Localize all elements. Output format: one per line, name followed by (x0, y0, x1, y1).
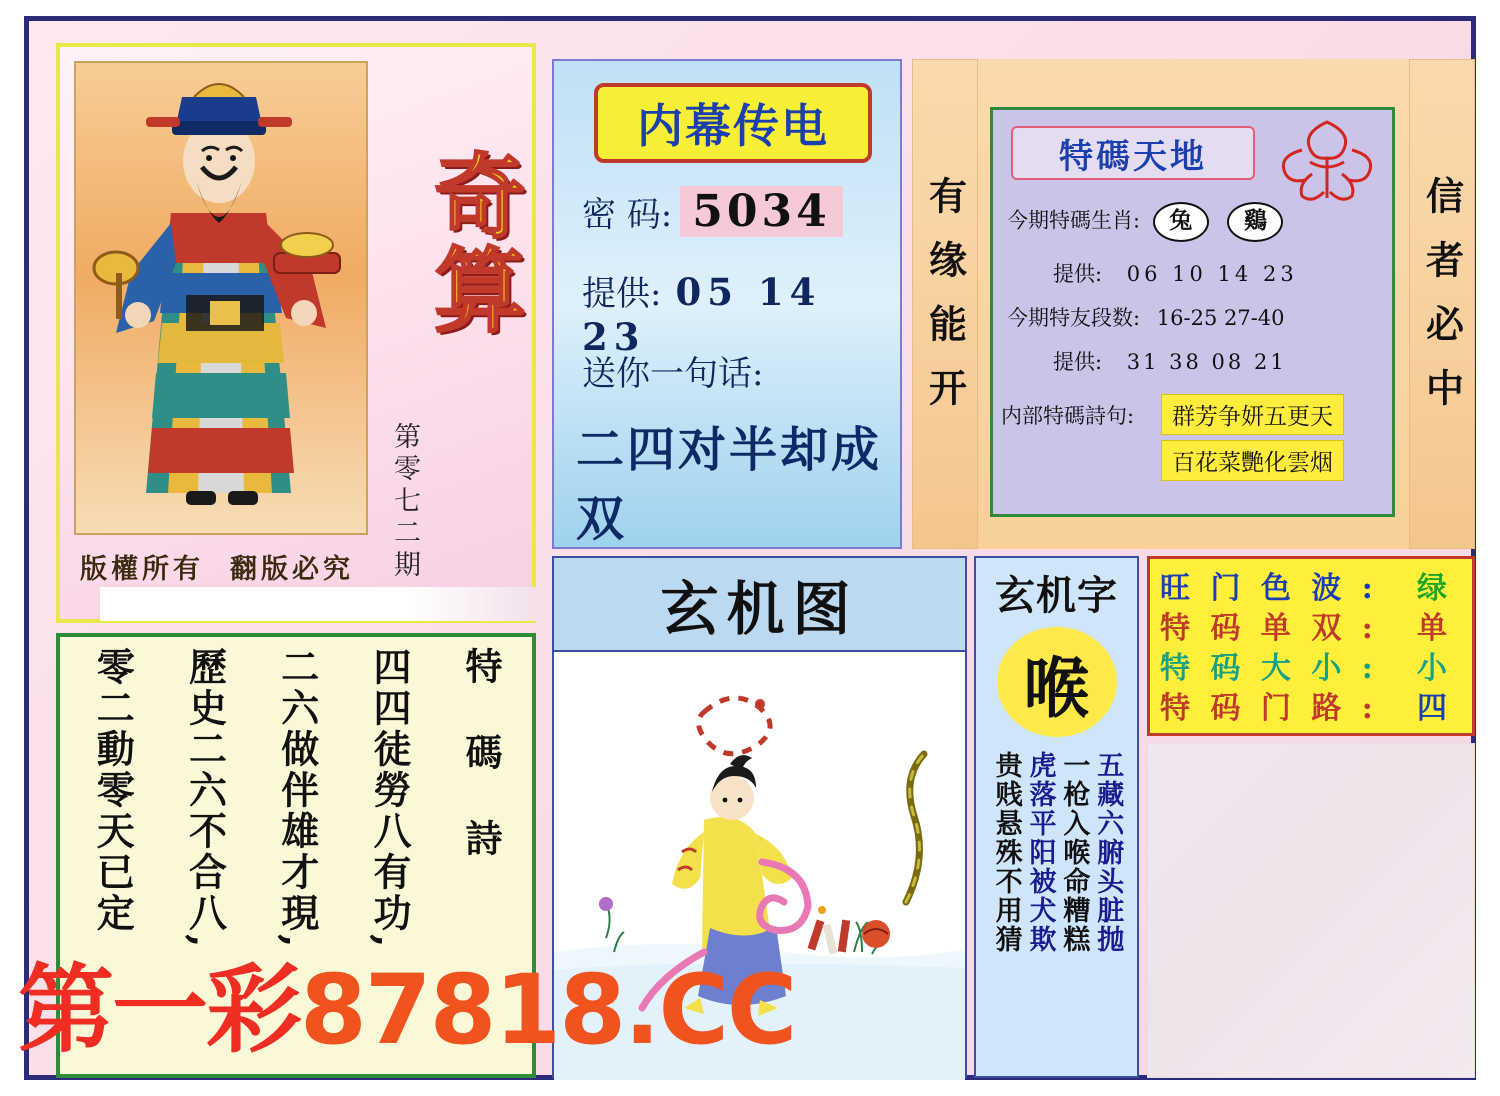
watermark-brand: 第一彩 (18, 954, 300, 1066)
wang-label-0: 旺 门 色 波 : (1160, 571, 1378, 606)
table-row (1160, 685, 1462, 725)
xuanji-zi-columns (976, 751, 1137, 954)
poem-column-4: 零二動零天已定 (90, 647, 136, 934)
wang-label-1: 特 码 单 双 : (1160, 611, 1378, 646)
poem-column-heading: 特 碼 詩 (459, 647, 503, 874)
wang-men-table (1147, 556, 1475, 736)
sentence-text: 二四对半却成双 (576, 422, 883, 547)
wang-label-3: 特 码 门 路 : (1160, 691, 1378, 726)
blank-filler-panel (1147, 743, 1475, 1078)
password-value: 5034 (680, 186, 842, 237)
poem-column-1: 四四徒勞八有功, (367, 647, 412, 951)
table-row (1160, 645, 1462, 685)
poster-panel (56, 43, 536, 623)
xuanji-zi-title: 玄机字 (995, 572, 1118, 619)
password-row (582, 186, 843, 237)
wang-value-0: 绿 (1417, 571, 1447, 606)
left-slogan-strip (912, 59, 978, 549)
copyright-notice (80, 547, 500, 587)
outer-frame (24, 16, 1476, 1080)
deity-figure-icon (76, 63, 366, 533)
zodiac-value-1: 兔 (1153, 202, 1209, 242)
watermark-domain: 87818.CC (300, 954, 796, 1066)
left-slogan-text: 有缘能开 (922, 176, 968, 432)
tema-title-label: 特碼天地 (1059, 136, 1207, 177)
chinese-knot-icon (1272, 116, 1382, 208)
tema-outer-panel (978, 59, 1409, 549)
tema-panel (990, 107, 1395, 517)
xuanji-zi-character-circle (997, 627, 1117, 737)
inside-tip-panel (552, 59, 902, 549)
offer-label: 提供: (582, 274, 662, 314)
copyright-left: 版權所有 (80, 554, 204, 585)
zodiac-value-2: 鷄 (1227, 202, 1283, 242)
page-title: 奇算 (419, 148, 527, 336)
tema-offer-row-2 (1053, 346, 1287, 376)
tema-range-values: 16-25 27-40 (1156, 306, 1285, 330)
inside-tip-banner-label: 内幕传电 (637, 99, 829, 153)
tema-poem-line-1: 群芳争妍五更天 (1161, 394, 1344, 435)
tema-poem-label: 内部特碼詩句: (1001, 404, 1135, 428)
wang-label-2: 特 码 大 小 : (1160, 651, 1378, 686)
poster-blank-strip (100, 587, 540, 621)
xuanji-zi-column-1: 五藏六腑头脏抛 (1092, 751, 1124, 954)
copyright-right: 翻版必究 (230, 554, 354, 585)
offer-numbers: 05 14 23 (582, 270, 822, 359)
tema-offer-label-1: 提供: (1053, 262, 1103, 286)
tema-range-label: 今期特友段数: (1007, 306, 1141, 330)
right-slogan-strip (1409, 59, 1475, 549)
tema-zodiac-label: 今期特碼生肖: (1007, 208, 1141, 233)
tema-range-row (1007, 302, 1285, 332)
tema-offer-numbers-1: 06 10 14 23 (1126, 262, 1298, 286)
tema-zodiac-row (1007, 202, 1289, 242)
wang-value-3: 四 (1417, 691, 1447, 726)
poem-column-2: 二六做伴雄才現, (274, 647, 320, 951)
table-row (1160, 605, 1462, 645)
right-slogan-text: 信者必中 (1419, 176, 1465, 432)
tema-offer-numbers-2: 31 38 08 21 (1126, 350, 1287, 374)
poem-column-3: 歷史二六不合八, (182, 647, 228, 951)
wang-value-1: 单 (1417, 611, 1447, 646)
deity-illustration (74, 61, 368, 535)
issue-number: 第零七二期 (389, 422, 420, 582)
xuanji-zi-column-3: 虎落平阳被犬欺 (1024, 751, 1056, 954)
password-label: 密 码: (582, 195, 673, 235)
sentence-label: 送你一句话: (582, 354, 764, 394)
watermark (18, 955, 978, 1065)
tema-poem-line-2: 百花菜艷化雲烟 (1161, 440, 1344, 481)
xuanji-zi-character: 喉 (1023, 648, 1090, 727)
xuanji-zi-column-2: 一枪入喉命糟糕 (1058, 751, 1090, 954)
wang-value-2: 小 (1417, 651, 1447, 686)
inside-tip-banner (594, 83, 872, 163)
xuanji-zi-column-4: 贵贱悬殊不用猜 (990, 751, 1022, 954)
xuanji-tu-header (554, 558, 965, 652)
xuanji-zi-panel (974, 556, 1139, 1078)
tema-offer-label-2: 提供: (1053, 350, 1103, 374)
tema-offer-row-1 (1053, 258, 1298, 288)
tema-title (1011, 126, 1255, 180)
table-row (1160, 565, 1462, 605)
xuanji-tu-title: 玄机图 (660, 575, 859, 643)
